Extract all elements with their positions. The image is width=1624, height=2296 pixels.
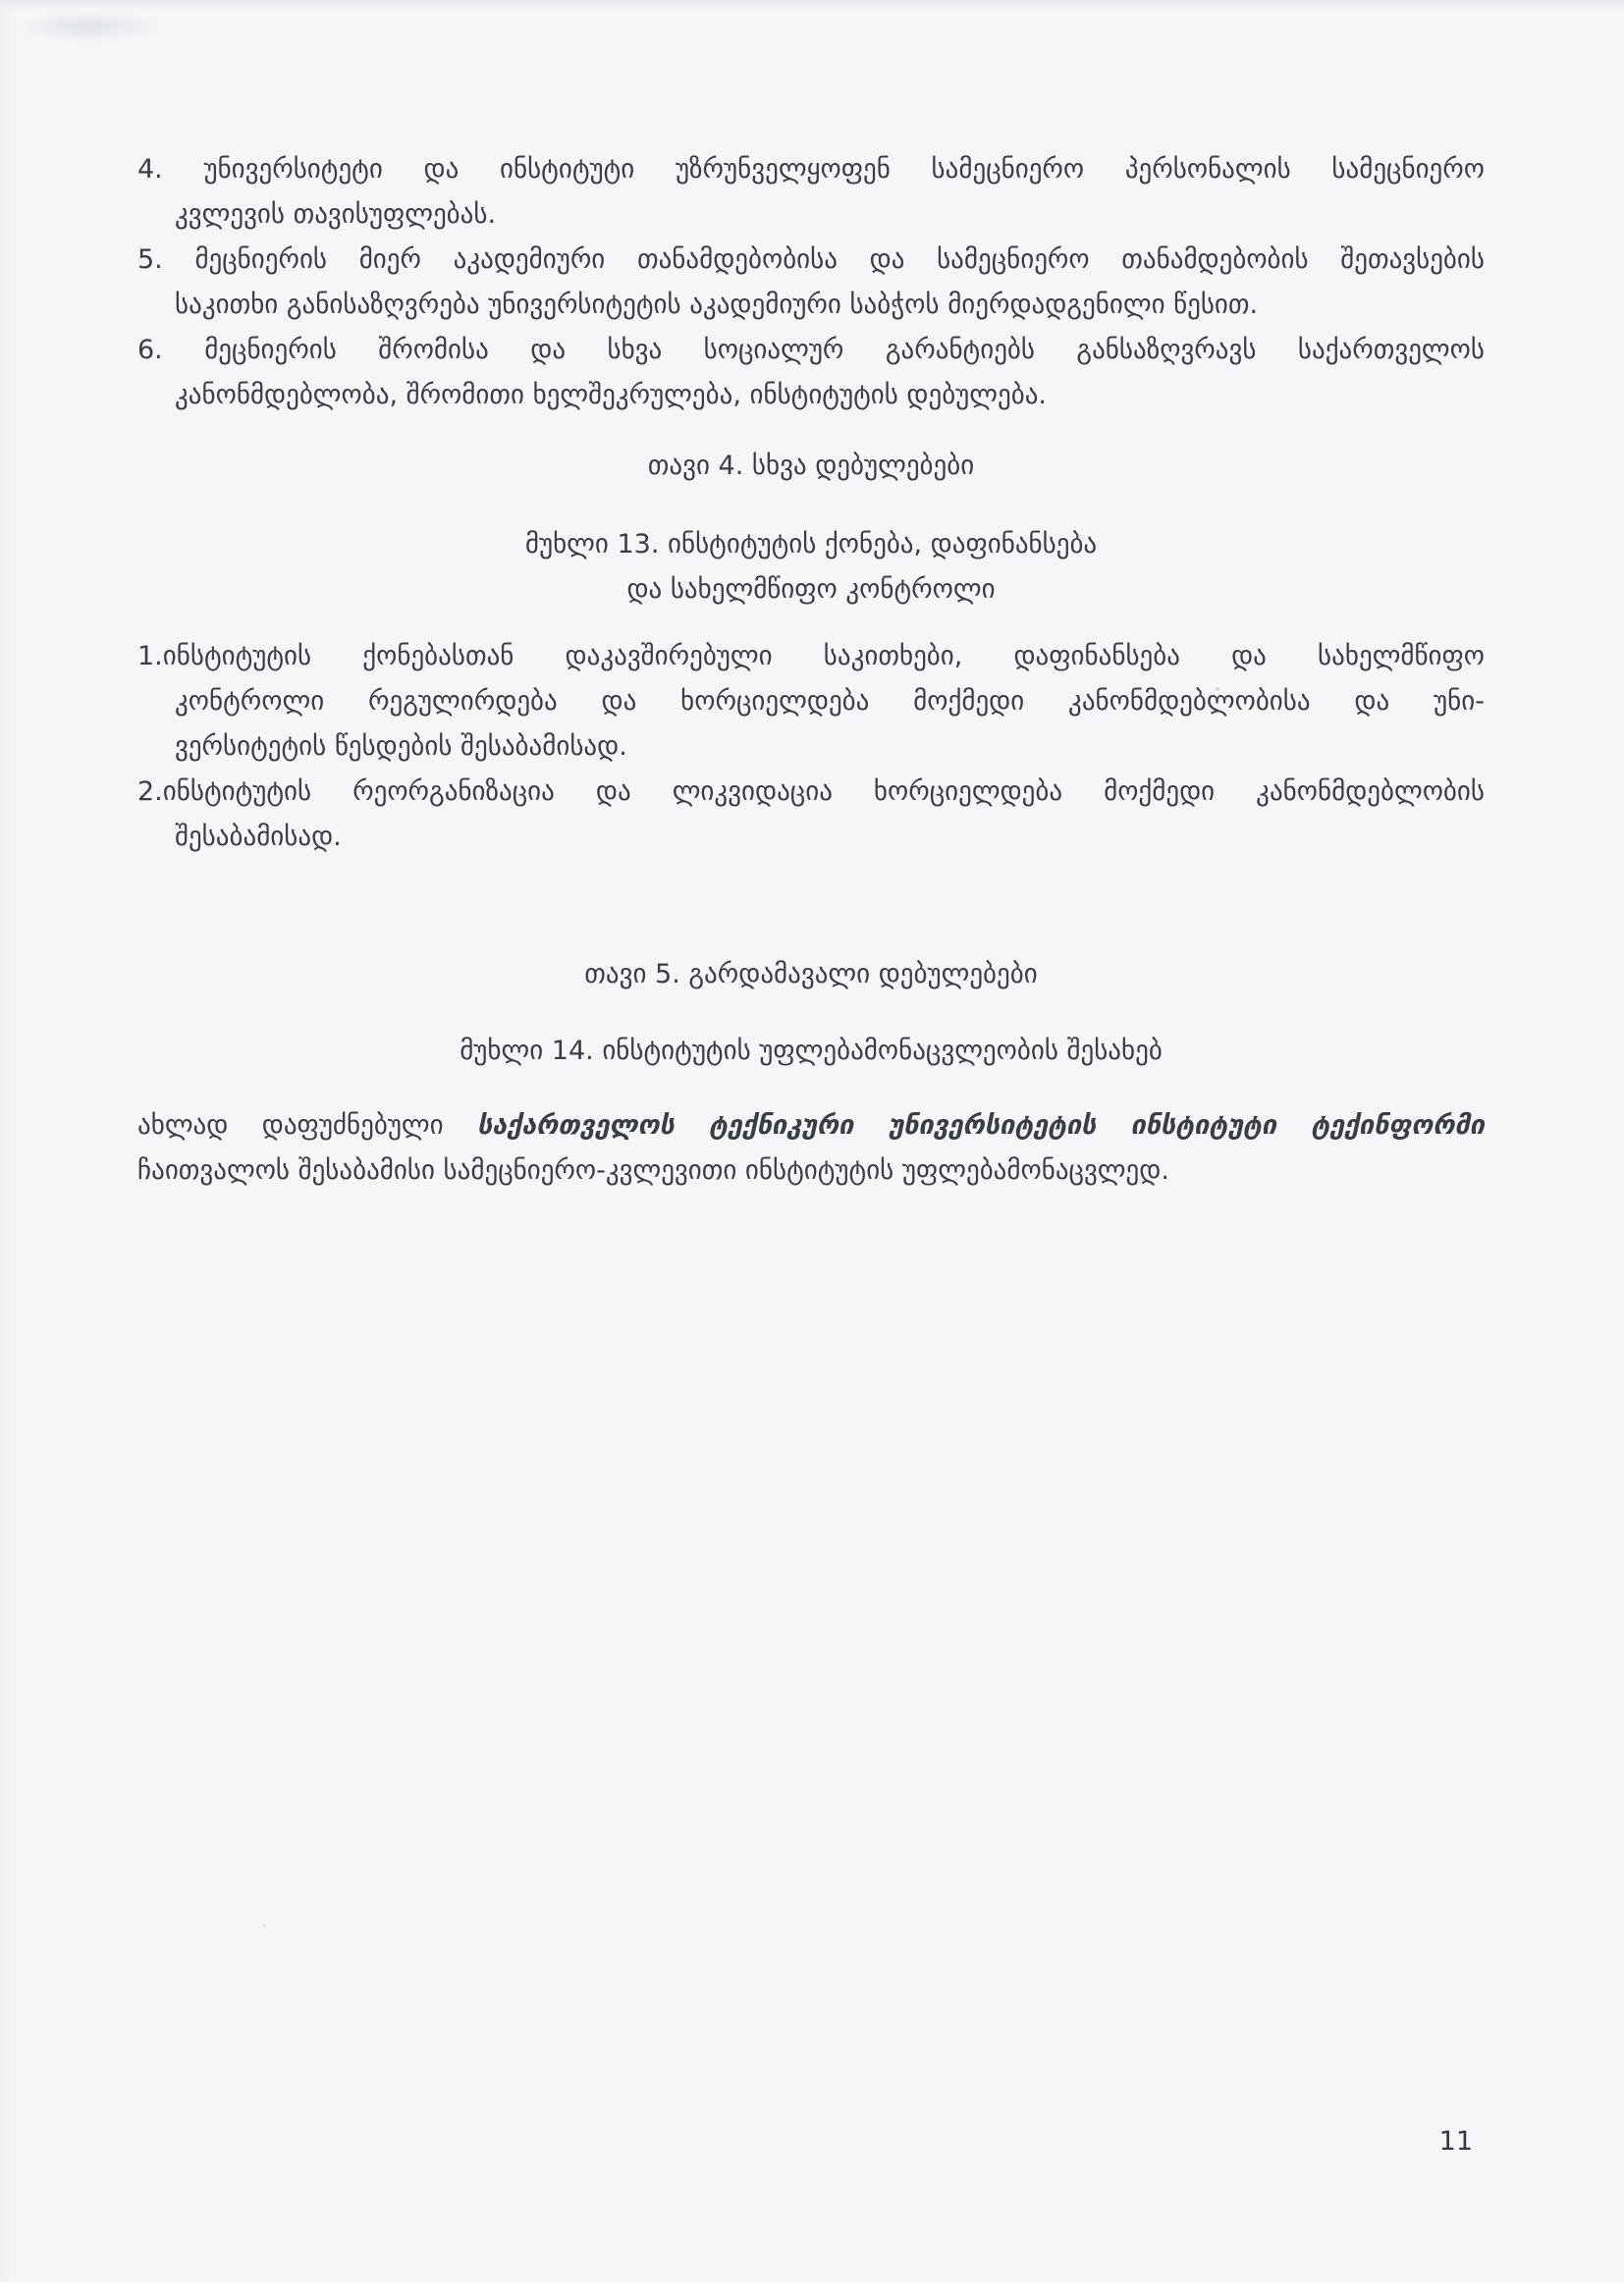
paragraph-lead: ახლად დაფუძნებული — [137, 1110, 444, 1141]
item-line: შესაბამისად. — [175, 822, 342, 852]
item-line — [137, 634, 1485, 679]
item-text: ინსტიტუტის რეორგანიზაცია და ლიკვიდაცია ხორციელდება მოქმედი კანონმდებლობის — [162, 776, 1485, 807]
list-item-1 — [137, 634, 1485, 770]
list-item-6 — [137, 328, 1485, 418]
item-text: ინსტიტუტის ქონებასთან დაკავშირებული საკითხები, დაფინანსება და სახელმწიფო — [162, 641, 1485, 671]
page-number: 11 — [1438, 2126, 1473, 2157]
item-text: მეცნიერის მიერ აკადემიური თანამდებობისა და სამეცნიერო თანამდებობის შეთავსების — [194, 244, 1485, 275]
item-line — [137, 147, 1485, 192]
item-text: უნივერსიტეტი და ინსტიტუტი უზრუნველყოფენ სამეცნიერო პერსონალის სამეცნიერო — [203, 154, 1485, 185]
chapter-4-heading: თავი 4. სხვა დებულებები — [647, 451, 975, 481]
document-body — [137, 147, 1485, 1194]
scan-bottom-edge — [0, 2282, 1624, 2296]
item-line — [137, 328, 1485, 373]
item-number: 4. — [137, 154, 163, 185]
item-number: 2. — [137, 776, 163, 807]
item-number: 1. — [137, 641, 163, 671]
item-line: ვერსიტეტის წესდების შესაბამისად. — [175, 731, 627, 762]
provisions-list-top — [137, 147, 1485, 418]
item-line: კონტროლი რეგულირდება და ხორციელდება მოქმედი კანონმდებლობისა და უნი- — [175, 686, 1485, 717]
list-item-2 — [137, 770, 1485, 860]
paragraph-line — [137, 1103, 1485, 1148]
article-14-heading: მუხლი 14. ინსტიტუტის უფლებამონაცვლეობის შესახებ — [460, 1036, 1163, 1066]
scan-top-edge — [0, 0, 1624, 10]
scan-speck — [263, 1924, 266, 1927]
item-line: კვლევის თავისუფლებას. — [175, 199, 497, 230]
item-number: 5. — [137, 244, 163, 275]
article-13-heading — [137, 522, 1485, 613]
list-item-5 — [137, 238, 1485, 328]
pencil-smudge — [16, 12, 163, 41]
scan-left-edge — [0, 0, 12, 2296]
transitional-paragraph — [137, 1103, 1485, 1194]
item-line — [137, 770, 1485, 815]
article-13-heading-line-2: და სახელმწიფო კონტროლი — [626, 574, 996, 605]
chapter-5-heading: თავი 5. გარდამავალი დებულებები — [584, 959, 1038, 989]
institute-name-emphasis: საქართველოს ტექნიკური უნივერსიტეტის ინსტიტუტი ტექინფორმი — [477, 1110, 1485, 1141]
item-number: 6. — [137, 335, 163, 365]
paragraph-line: ჩაითვალოს შესაბამისი სამეცნიერო-კვლევითი ინსტიტუტის უფლებამონაცვლედ. — [137, 1155, 1169, 1186]
provisions-list-mid — [137, 634, 1485, 860]
item-line: საკითხი განისაზღვრება უნივერსიტეტის აკადემიური საბჭოს მიერდადგენილი წესით. — [175, 290, 1259, 320]
item-text: მეცნიერის შრომისა და სხვა სოციალურ გარანტიებს განსაზღვრავს საქართველოს — [204, 335, 1485, 365]
list-item-4 — [137, 147, 1485, 238]
item-line — [137, 238, 1485, 283]
article-13-heading-line-1: მუხლი 13. ინსტიტუტის ქონება, დაფინანსება — [524, 529, 1098, 560]
item-line: კანონმდებლობა, შრომითი ხელშეკრულება, ინსტიტუტის დებულება. — [175, 380, 1048, 410]
